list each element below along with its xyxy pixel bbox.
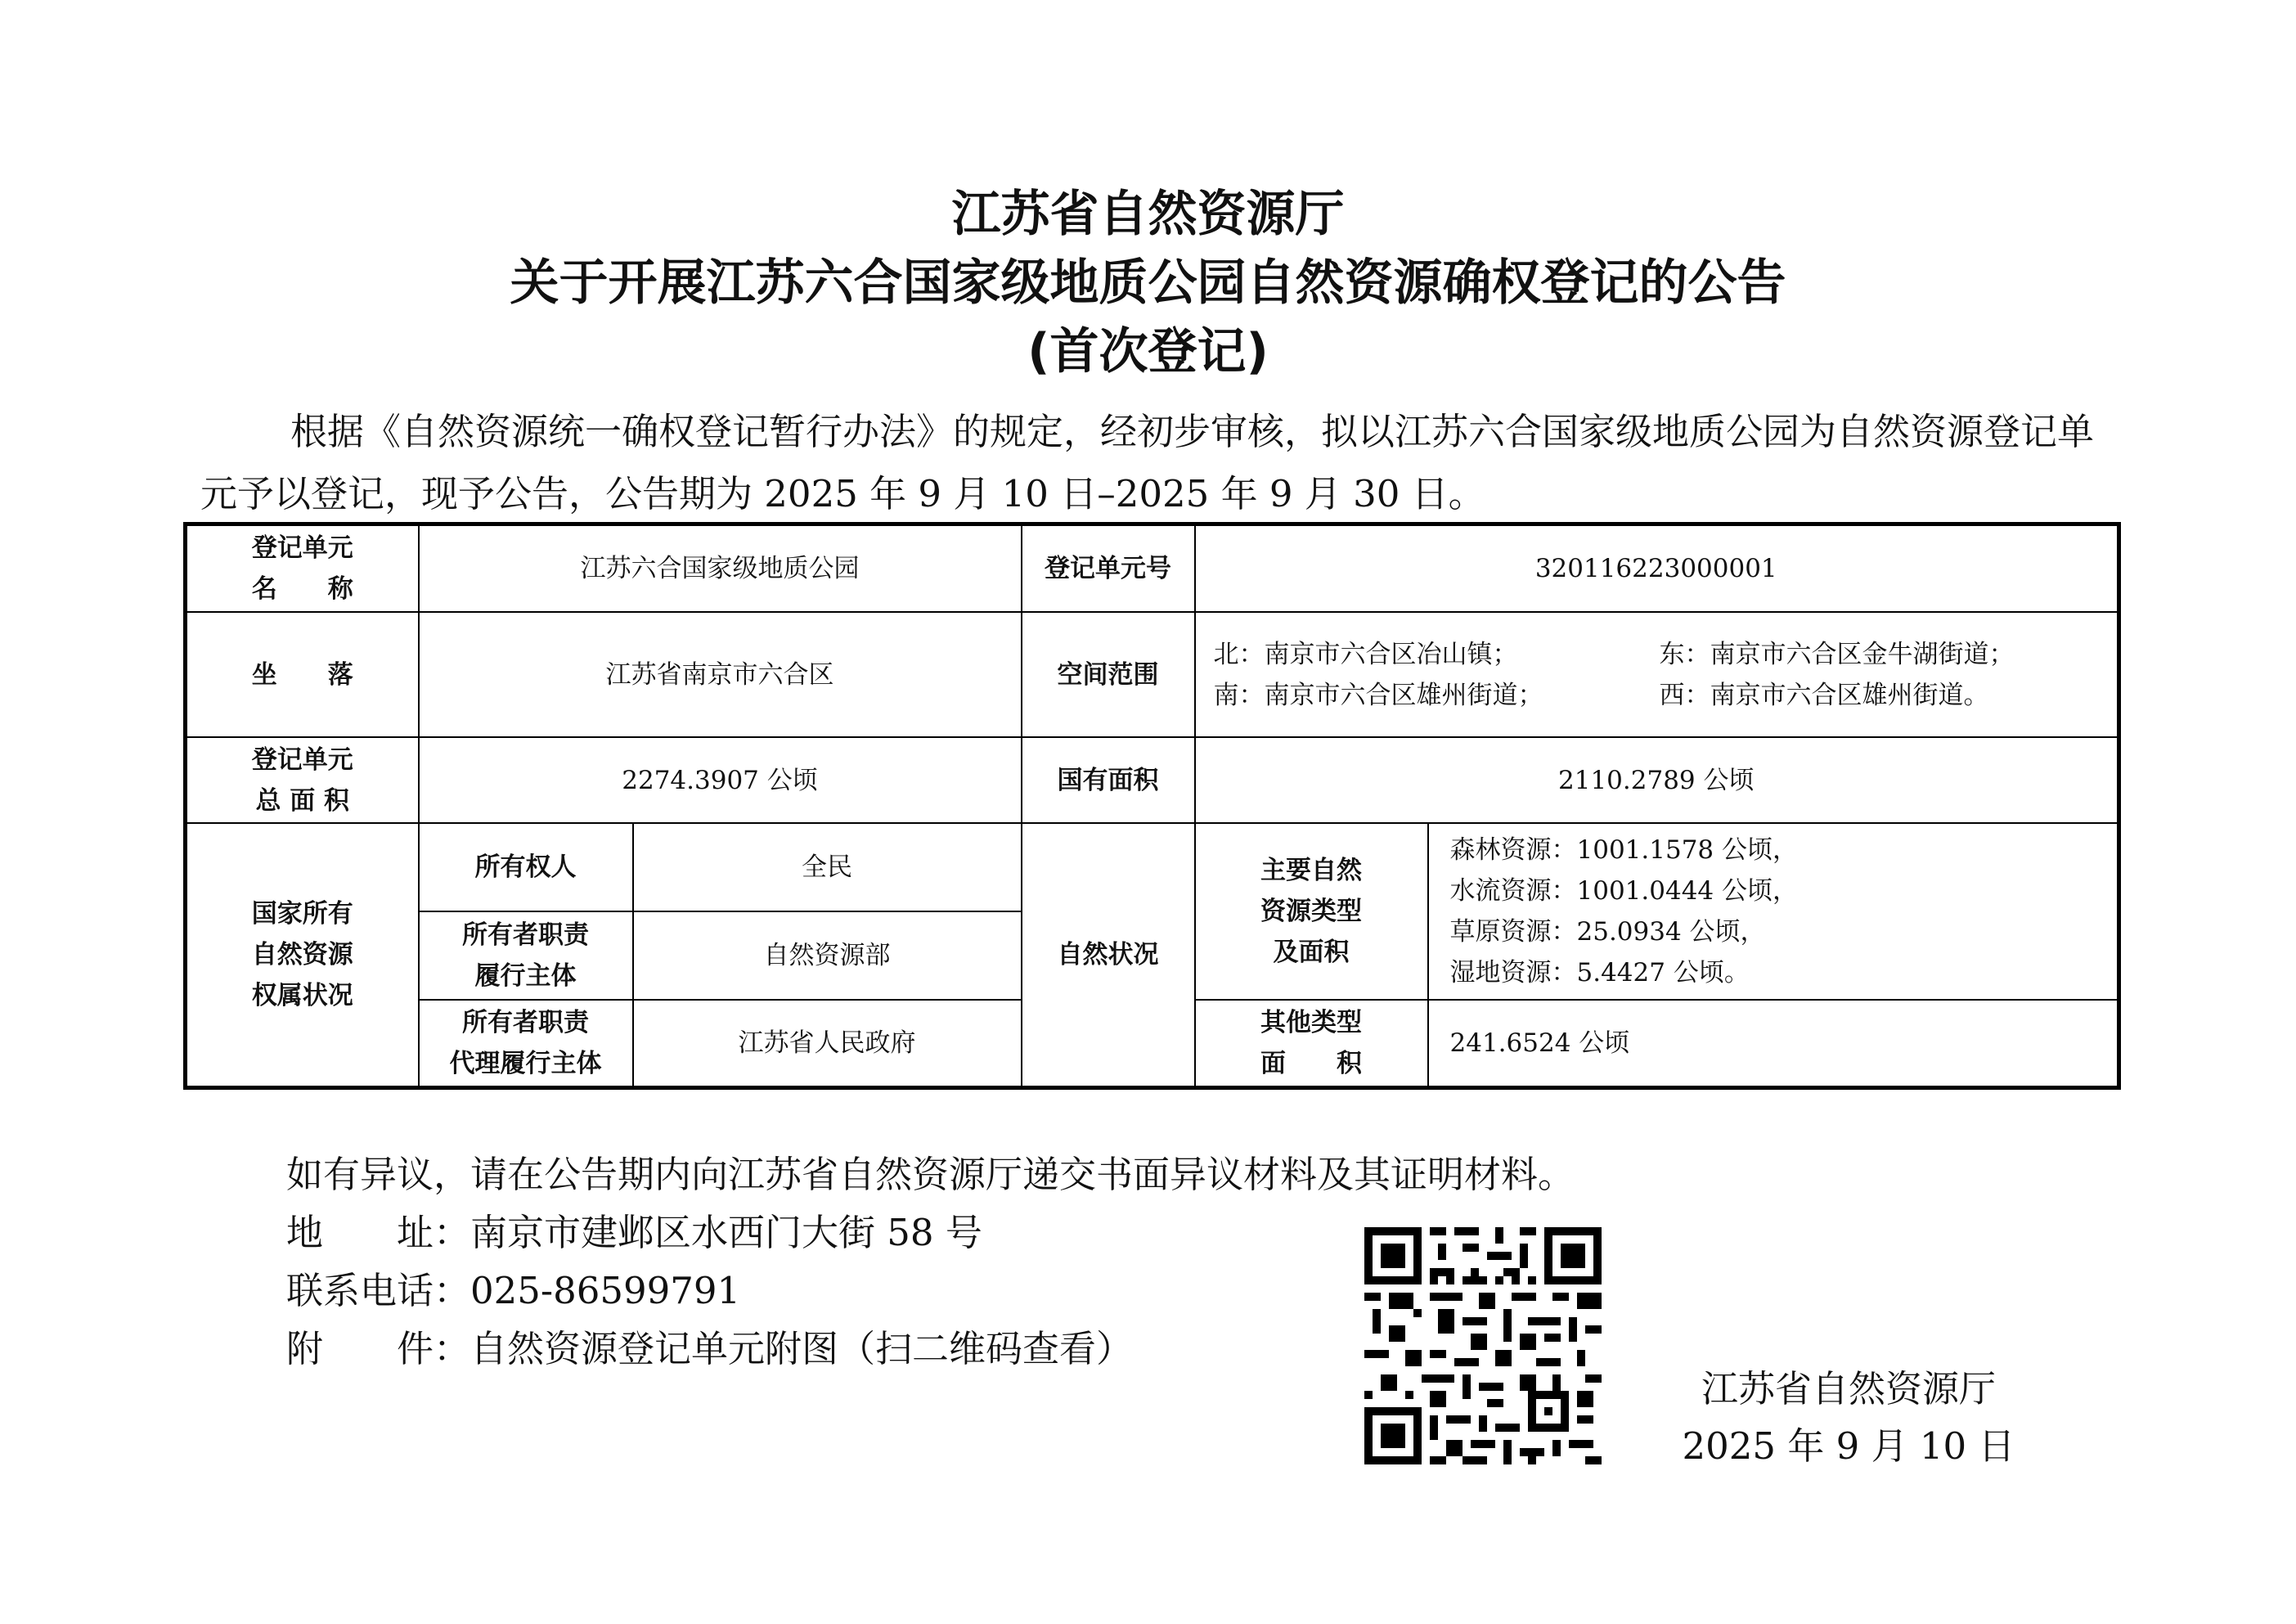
main-types-list	[1450, 830, 2111, 993]
label-line: 权属状况	[251, 981, 353, 1011]
intro-paragraph	[200, 401, 2123, 525]
label-line: 及面积	[1273, 937, 1350, 967]
state-area-value: 2110.2789 公顷	[1195, 737, 2119, 823]
unit-no-value: 320116223000001	[1195, 524, 2119, 613]
intro-text: 根据《自然资源统一确权登记暂行办法》的规定，经初步审核，拟以江苏六合国家级地质公园为自然资源登记单元予以登记，现予公告，公告期为 2025 年 9 月 10 日–2025 年 9 月 30 日。	[200, 410, 2095, 515]
agent-value: 江苏省人民政府	[633, 1000, 1022, 1088]
table-row	[186, 524, 2119, 613]
label-line: 所有者职责	[462, 920, 589, 950]
label-line: 代理履行主体	[449, 1048, 602, 1078]
other-type-label	[1195, 1000, 1428, 1088]
label-line: 所有者职责	[462, 1007, 589, 1037]
label-line: 国家所有	[251, 899, 353, 929]
address-text: 地 址：南京市建邺区水西门大街 58 号	[286, 1211, 982, 1254]
list-item: 水流资源：1001.0444 公顷，	[1449, 875, 1798, 906]
table-row	[186, 612, 2119, 737]
registration-table	[183, 522, 2121, 1090]
attachment-text: 附 件：自然资源登记单元附图（扫二维码查看）	[286, 1327, 1134, 1370]
location-value: 江苏省南京市六合区	[419, 612, 1022, 737]
title-line-3: (首次登记)	[1027, 323, 1269, 380]
total-area-value: 2274.3907 公顷	[419, 737, 1022, 823]
ownership-label	[186, 823, 419, 1087]
location-label: 坐 落	[186, 612, 419, 737]
total-area-label	[186, 737, 419, 823]
scope-north: 北：南京市六合区冶山镇；	[1213, 639, 1518, 669]
unit-name-label	[186, 524, 419, 613]
scope-label: 空间范围	[1022, 612, 1195, 737]
objection-text: 如有异议，请在公告期内向江苏省自然资源厅递交书面异议材料及其证明材料。	[286, 1153, 1575, 1196]
duty-label	[419, 911, 633, 1000]
state-area-label: 国有面积	[1022, 737, 1195, 823]
main-types-value	[1428, 823, 2119, 1000]
label-line: 名 称	[251, 574, 353, 605]
list-item: 草原资源：25.0934 公顷，	[1449, 916, 1766, 947]
list-item: 森林资源：1001.1578 公顷，	[1449, 834, 1798, 865]
label-line: 登记单元	[251, 533, 353, 564]
scope-east: 东：南京市六合区金牛湖街道；	[1659, 639, 2015, 669]
unit-name-value: 江苏六合国家级地质公园	[419, 524, 1022, 613]
phone-text: 联系电话：025-86599791	[286, 1269, 741, 1312]
natural-label: 自然状况	[1022, 823, 1195, 1087]
duty-value: 自然资源部	[633, 911, 1022, 1000]
title-line-1: 江苏省自然资源厅	[951, 186, 1345, 243]
label-line: 自然资源	[251, 940, 353, 970]
owner-label: 所有权人	[419, 823, 633, 911]
scope-grid	[1214, 634, 2111, 716]
title-line-2: 关于开展江苏六合国家级地质公园自然资源确权登记的公告	[510, 254, 1786, 312]
label-line: 其他类型	[1260, 1007, 1362, 1037]
label-line: 登记单元	[251, 745, 353, 775]
label-line: 履行主体	[474, 960, 577, 991]
signature-org: 江苏省自然资源厅	[1701, 1367, 1996, 1410]
scope-west: 西：南京市六合区雄州街道。	[1659, 680, 1989, 710]
unit-no-label: 登记单元号	[1022, 524, 1195, 613]
owner-value: 全民	[633, 823, 1022, 911]
label-line: 总 面 积	[255, 785, 350, 816]
other-type-value: 241.6524 公顷	[1428, 1000, 2119, 1088]
table-row	[186, 823, 2119, 911]
list-item: 湿地资源：5.4427 公顷。	[1449, 957, 1750, 987]
scope-value	[1195, 612, 2119, 737]
scope-south: 南：南京市六合区雄州街道；	[1213, 680, 1543, 710]
agent-label	[419, 1000, 633, 1088]
main-type-label	[1195, 823, 1428, 1000]
table-row	[186, 737, 2119, 823]
qr-code-icon[interactable]	[1364, 1227, 1602, 1464]
label-line: 资源类型	[1260, 896, 1362, 926]
signature-block	[1660, 1361, 2037, 1475]
label-line: 主要自然	[1260, 855, 1362, 885]
label-line: 面 积	[1260, 1048, 1362, 1078]
signature-date: 2025 年 9 月 10 日	[1682, 1424, 2015, 1468]
